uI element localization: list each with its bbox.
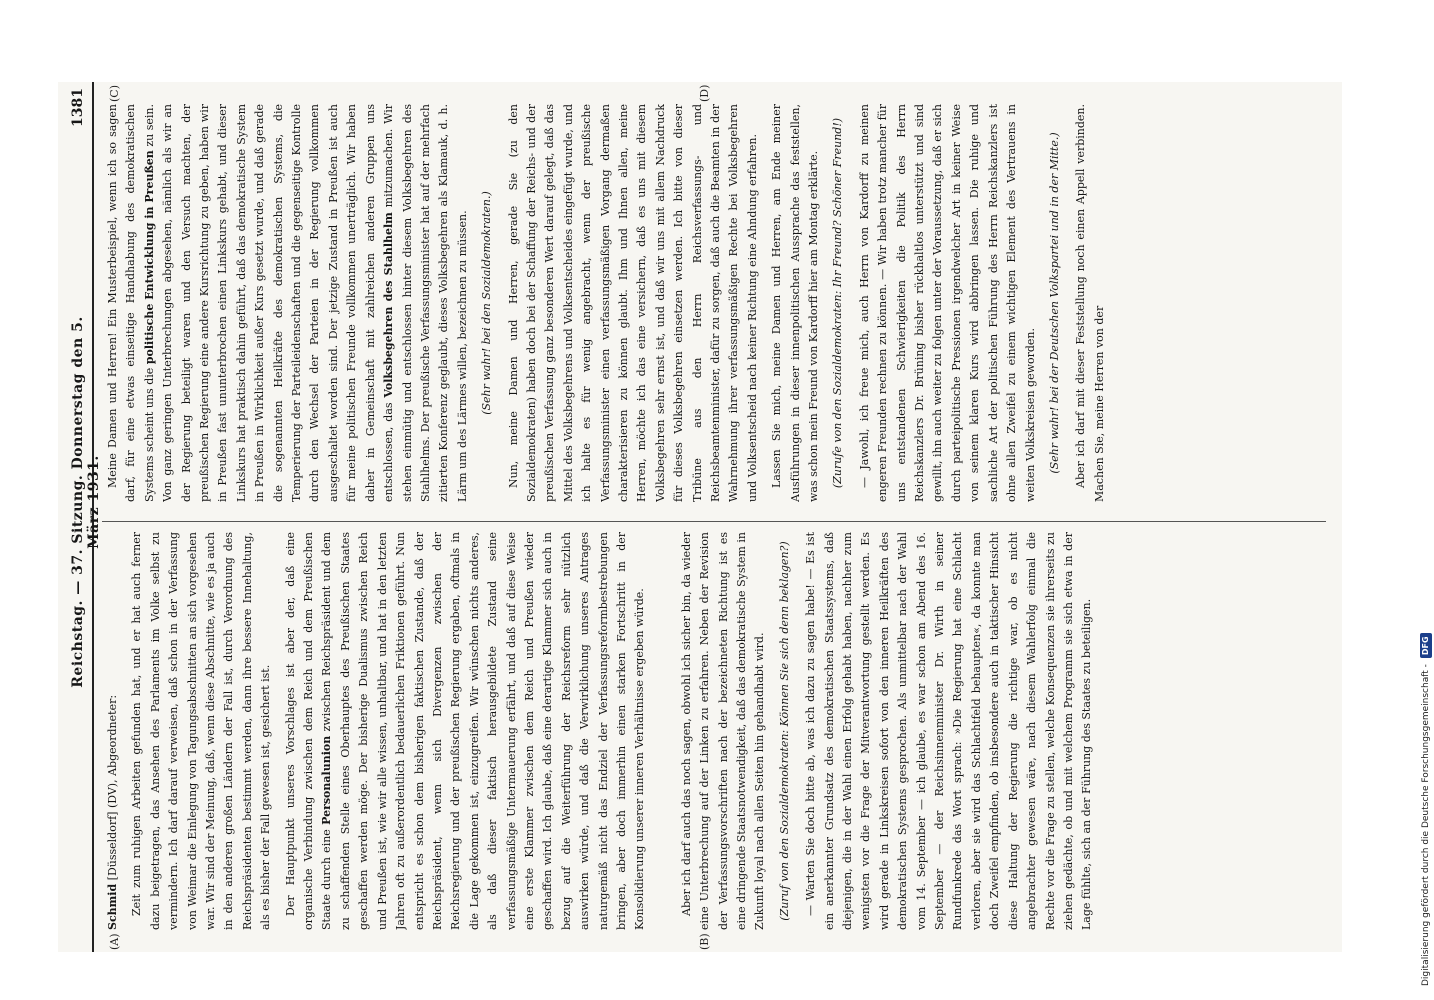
rotated-page-content	[58, 82, 1342, 952]
paragraph: — Warten Sie doch bitte ab, was ich dazu zu sagen habe! — Es ist ein anerkannter Grundsatz des demokratischen Staatssystems, daß diejenigen, die in der Wahl einen Erfolg gehabt haben, nachher zum wenigsten vor die Frage der Mitverantwortung gestellt werden. Es wird gerade in Linkskreisen sofort von den inneren Heilkräften des demokratischen Systems gesprochen. Als unmittelbar nach der Wahl vom 14. September — ich glaube, es war schon am Abend des 16. September — der Reichsinnenminister Dr. Wirth in seiner Rundfunkrede das Wort sprach: »Die Regierung hat eine Schlacht verloren, aber sie wird das Schlachtfeld behaupten«, da konnte man doch Zweifel empfinden, ob insbesondere auch in taktischer Hinsicht diese Haltung der Regierung die richtige war, ob es nicht angebrachter gewesen wäre, nach diesem Wahlerfolg einmal die Rechte vor die Frage zu stellen, welche Konsequenzen sie ihrerseits zu ziehen gedächte, ob und mit welchem Programm sie sich etwa in der Lage fühlte, sich an der Führung des Staates zu beteiligen.	[804, 532, 1094, 930]
interjection: (Sehr wahr! bei den Sozialdemokraten.)	[480, 191, 494, 415]
text-run: mitzumachen. Wir stehen einmütig und entschlossen hinter diesem Volksbegehren des Stahlhelms. Der preußische Verfassungsminister hat auf der mehrfach zitierten Konferenz geglaubt, dieses Volksbegehren als Klamauk, d. h. Lärm um des Lärmes willen, bezeichnen zu müssen.	[382, 104, 469, 502]
page-number: 1381	[70, 88, 86, 127]
left-column	[104, 532, 1324, 930]
text-run: Der Hauptpunkt unseres Vorschlages ist aber der, daß eine organische Verbindung zwischen dem Reich und dem Preußischen Staate durch eine	[283, 532, 334, 930]
spacer	[656, 532, 678, 930]
right-column	[104, 104, 1324, 502]
text-run: Meine Damen und Herren! Ein Musterbeispiel, wenn ich so sagen darf, für eine etwas einseitige Handhabung des demokratischen Systems scheint uns die	[106, 104, 156, 502]
text-run: zu sein. Von ganz geringen Unterbrechungen abgesehen, nämlich als wir an der Regierung beteiligt waren und den Versuch machten, der preußischen Regierung eine andere Kursrichtung zu geben, haben wir in Preußen fast ununterbrochen einen Linkskurs gehabt, und dieser Linkskurs hat praktisch dahin geführt, daß das demokratische System in Preußen in Wirklichkeit außer Kurs gesetzt wurde, und daß gerade die sogenannten Heilkräfte des demokratischen Systems, die Temperierung der Parteileidenschaften und die gegenseitige Kontrolle durch den Wechsel der Parteien in der Regierung vollkommen ausgeschaltet worden sind. Der jetzige Zustand in Preußen ist auch für meine politischen Freunde vollkommen unerträglich. Wir haben daher in Gemeinschaft mit zahlreichen anderen Gruppen uns entschlossen, das	[142, 104, 396, 502]
bold-term: Personalunion	[320, 735, 334, 825]
column-divider	[102, 521, 1326, 522]
paragraph: Lassen Sie mich, meine Damen und Herren, am Ende meiner Ausführungen in dieser innenpolitischen Aussprache das feststellen, was schon mein Freund von Kardorff hier am Montag erklärte.	[770, 104, 821, 502]
margin-marker-c: (C)	[108, 85, 121, 102]
paragraph: Aber ich darf mit dieser Feststellung noch einen Appell verbinden. Machen Sie, meine Herren von der	[1074, 104, 1106, 502]
speaker-line	[104, 532, 122, 930]
interjection: (Sehr wahr! bei der Deutschen Volkspartei und in der Mitte.)	[1047, 132, 1061, 474]
interjection: (Zurufe von den Sozialdemokraten: Ihr Freund? Schöner Freund!)	[831, 117, 845, 489]
text-run: zwischen Reichspräsident und dem zu schaffenden Stelle eines Oberhauptes des Preußischen Staates geschaffen werden möge. Der bisherige Dualismus zwischen Reich und Preußen ist, wie wir alle wissen, unhaltbar, und hat in den letzten Jahren oft zu außerordentlich bedauerlichen Friktionen geführt. Nun entspricht es schon dem bisherigen faktischen Zustande, daß der Reichspräsident, wenn sich Divergenzen zwischen der Reichsregierung und der preußischen Regierung ergaben, oftmals in die Lage gekommen ist, einzugreifen. Wir wünschen nichts anderes, als daß dieser faktisch herausgebildete Zustand seine verfassungsmäßige Untermauerung erfährt, und daß auf diese Weise eine erste Klammer zwischen dem Reich und Preußen wieder geschaffen wird. Ich glaube, daß eine derartige Klammer sich auch in bezug auf die Weiterführung der Reichsreform sehr nützlich auswirken würde, und daß die Verwirklichung unseres Antrages naturgemäß nicht das Endziel der Verfassungsreformbestrebungen bringen, aber doch immerhin einen starken Fortschritt in der Konsolidierung unserer inneren Verhältnisse ergeben würde.	[320, 532, 647, 930]
credit-text: Digitalisierung gefördert durch die Deutsche Forschungsgemeinschaft -	[1421, 664, 1431, 986]
paragraph: — Jawohl, ich freue mich, auch Herrn von Kardorff zu meinen engeren Freunden rechnen zu können. — Wir haben trotz mancher für uns entstandenen Schwierigkeiten die Politik des Herrn Reichskanzlers Dr. Brüning bisher rückhaltlos unterstützt und sind gewillt, ihn auch weiter zu folgen unter der Voraussetzung, daß er sich durch parteipolitische Pressionen irgendwelcher Art in keiner Weise von seinem klaren Kurs wird abbringen lassen. Die ruhige und sachliche Art der politischen Führung des Herrn Reichskanzlers ist ohne allen Zweifel zu einem wichtigen Element des Vertrauens in weiten Volkskreisen geworden.	[857, 104, 1037, 502]
paragraph: Nun, meine Damen und Herren, gerade Sie (zu den Sozialdemokraten) haben doch bei der Schaffung der Reichs- und der preußischen Verfassung ganz besonderen Wert darauf gelegt, daß das Mittel des Volksbegehrens und Volksentscheides eingefügt wurde, und ich halte es für wenig angebracht, wenn der preußische Verfassungsminister einen verfassungsmäßigen Vorgang dermaßen charakterisieren zu können glaubt. Ihm und Ihnen allen, meine Herren, möchte ich das eine versichern, daß es uns mit diesem Volksbegehren sehr ernst ist, und daß wir uns mit allem Nachdruck für dieses Volksbegehren einsetzen werden. Ich bitte von dieser Tribüne aus den Herrn Reichsverfassungs- und Reichsbeamtenminister, dafür zu sorgen, daß auch die Beamten in der Wahrnehmung ihrer verfassungsmäßigen Rechte bei Volksbegehren und Volksentscheid nach keiner Richtung eine Ahndung erfahren.	[506, 104, 759, 502]
margin-marker-d: (D)	[698, 84, 711, 102]
paragraph	[282, 532, 650, 930]
speaker-name: Schmid	[106, 883, 119, 930]
interjection: (Zuruf von den Sozialdemokraten: Können Sie sich denn beklagen?)	[777, 541, 791, 921]
header-title: Reichstag. — 37. Sitzung. Donnerstag den 5. März 1931.	[70, 316, 102, 688]
margin-marker-a: (A)	[108, 933, 121, 950]
margin-marker-b: (B)	[698, 933, 711, 950]
running-header	[66, 82, 102, 952]
digitization-credit	[1419, 6, 1433, 996]
paragraph: Zeit zum ruhigen Arbeiten gefunden hat, und er hat auch ferner dazu beigetragen, das Ansehen des Parlaments im Volke selbst zu vermindern. Ich darf darauf verweisen, daß schon in der Verfassung von Weimar die Einlegung von Tagungsabschnitten an sich vorgesehen war. Wir sind der Meinung, daß, wenn diese Abschnitte, wie es ja auch in den anderen großen Ländern der Fall ist, durch Verordnung des Reichspräsidenten bestimmt werden, dann ihre bessere Innehaltung, als es bisher der Fall gewesen ist, gesichert ist.	[130, 532, 273, 930]
bold-term: Volksbegehren des Stahlhelm	[382, 212, 396, 398]
bold-term: politische Entwicklung in Preußen	[142, 150, 156, 365]
speaker-affiliation: [Düsseldorf] (DV), Abgeordneter:	[106, 694, 119, 884]
scanned-page	[58, 82, 1342, 952]
dfg-logo: DFG	[1420, 633, 1432, 658]
paragraph	[104, 104, 472, 502]
paragraph: Aber ich darf auch das noch sagen, obwohl ich sicher bin, da wieder eine Unterbrechung auf der Linken zu erfahren. Neben der Revision der Verfassungsvorschriften nach der bezeichneten Richtung ist es eine dringende Staatsnotwendigkeit, daß das demokratische System in Zukunft loyal nach allen Seiten hin gehandhabt wird.	[679, 532, 767, 930]
